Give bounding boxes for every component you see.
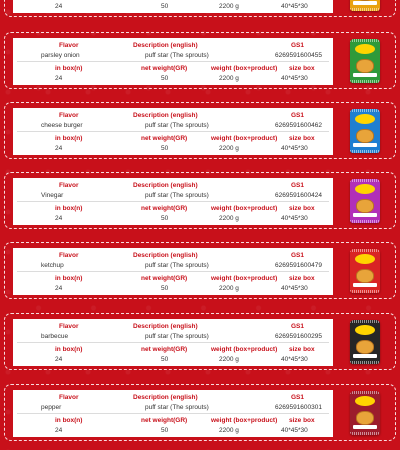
pack-crimp (350, 220, 380, 223)
packaging-values-row (13, 425, 333, 436)
weight-value: 2200 g (219, 75, 239, 82)
pack-band (353, 143, 377, 147)
in-box-value: 24 (55, 145, 63, 152)
gs1-value: 6269591600479 (275, 262, 322, 269)
flavor-header: Flavor (59, 394, 79, 401)
weight-value: 2200 g (219, 285, 239, 292)
brand-logo (355, 254, 375, 264)
product-table (13, 178, 333, 225)
pack-band (353, 213, 377, 217)
packaging-values-row (13, 283, 333, 294)
product-values-row (13, 260, 333, 271)
product-card-2 (4, 102, 396, 159)
net-weight-header: net weight(GR) (141, 346, 188, 353)
weight-header: weight (box+product) (211, 417, 278, 424)
net-weight-value: 50 (161, 3, 169, 10)
flavor-header: Flavor (59, 112, 79, 119)
in-box-value: 24 (55, 215, 63, 222)
flavor-value: parsley onion (41, 52, 80, 59)
snack-pack-image (350, 39, 380, 83)
pack-crimp (350, 150, 380, 153)
in-box-value: 24 (55, 356, 63, 363)
gs1-header: GS1 (291, 323, 305, 330)
description-value: puff star (The sprouts) (145, 52, 209, 59)
net-weight-header: net weight(GR) (141, 417, 188, 424)
gs1-header: GS1 (291, 252, 305, 259)
packaging-values-row (13, 143, 333, 154)
weight-header: weight (box+product) (211, 135, 278, 142)
row-divider (17, 61, 329, 62)
pack-crimp (350, 391, 380, 394)
snack-illustration (356, 411, 374, 425)
product-card-5 (4, 313, 396, 370)
snack-pack-image (350, 179, 380, 223)
gs1-header: GS1 (291, 112, 305, 119)
weight-value: 2200 g (219, 427, 239, 434)
in-box-header: in box(n) (55, 205, 83, 212)
weight-value: 2200 g (219, 356, 239, 363)
snack-illustration (356, 59, 374, 73)
product-table (13, 319, 333, 366)
packaging-values-row (13, 1, 333, 12)
size-value: 40*45*30 (281, 3, 308, 10)
pack-crimp (350, 8, 380, 11)
row-divider (17, 201, 329, 202)
product-table (13, 108, 333, 155)
description-value: puff star (The sprouts) (145, 333, 209, 340)
weight-header: weight (box+product) (211, 346, 278, 353)
weight-value: 2200 g (219, 215, 239, 222)
brand-logo (355, 325, 375, 335)
net-weight-header: net weight(GR) (141, 135, 188, 142)
in-box-header: in box(n) (55, 417, 83, 424)
snack-pack-image (350, 249, 380, 293)
net-weight-header: net weight(GR) (141, 205, 188, 212)
size-header: size box (289, 275, 315, 282)
product-card-3 (4, 172, 396, 229)
size-header: size box (289, 417, 315, 424)
size-header: size box (289, 346, 315, 353)
brand-logo (355, 184, 375, 194)
in-box-value: 24 (55, 75, 63, 82)
product-table (13, 38, 333, 85)
pack-crimp (350, 432, 380, 435)
product-card-4 (4, 242, 396, 299)
net-weight-value: 50 (161, 285, 169, 292)
weight-header: weight (box+product) (211, 205, 278, 212)
size-value: 40*45*30 (281, 356, 308, 363)
net-weight-header: net weight(GR) (141, 275, 188, 282)
in-box-header: in box(n) (55, 65, 83, 72)
description-value: puff star (The sprouts) (145, 262, 209, 269)
product-table (13, 390, 333, 437)
size-value: 40*45*30 (281, 427, 308, 434)
pack-crimp (350, 179, 380, 182)
pack-band (353, 283, 377, 287)
snack-illustration (356, 129, 374, 143)
in-box-value: 24 (55, 285, 63, 292)
size-header: size box (289, 135, 315, 142)
product-card-1 (4, 32, 396, 89)
flavor-header: Flavor (59, 42, 79, 49)
weight-value: 2200 g (219, 3, 239, 10)
product-values-row (13, 402, 333, 413)
gs1-value: 6269591600301 (275, 404, 322, 411)
weight-header: weight (box+product) (211, 275, 278, 282)
description-header: Description (english) (133, 182, 198, 189)
pack-band (353, 1, 377, 5)
pack-crimp (350, 249, 380, 252)
pack-crimp (350, 39, 380, 42)
weight-header: weight (box+product) (211, 65, 278, 72)
brand-logo (355, 114, 375, 124)
pack-crimp (350, 320, 380, 323)
net-weight-value: 50 (161, 356, 169, 363)
in-box-header: in box(n) (55, 346, 83, 353)
size-value: 40*45*30 (281, 215, 308, 222)
row-divider (17, 271, 329, 272)
flavor-value: barbecue (41, 333, 69, 340)
net-weight-value: 50 (161, 427, 169, 434)
description-header: Description (english) (133, 112, 198, 119)
flavor-header: Flavor (59, 182, 79, 189)
weight-value: 2200 g (219, 145, 239, 152)
size-header: size box (289, 205, 315, 212)
pack-band (353, 425, 377, 429)
description-header: Description (english) (133, 42, 198, 49)
in-box-value: 24 (55, 3, 63, 10)
description-value: puff star (The sprouts) (145, 192, 209, 199)
flavor-value: ketchup (41, 262, 64, 269)
gs1-header: GS1 (291, 394, 305, 401)
gs1-header: GS1 (291, 182, 305, 189)
gs1-value: 6269591600462 (275, 122, 322, 129)
flavor-value: Vinegar (41, 192, 64, 199)
size-header: size box (289, 65, 315, 72)
gs1-header: GS1 (291, 42, 305, 49)
snack-illustration (356, 269, 374, 283)
product-table (13, 248, 333, 295)
pack-crimp (350, 290, 380, 293)
in-box-header: in box(n) (55, 275, 83, 282)
pack-band (353, 73, 377, 77)
row-divider (17, 413, 329, 414)
size-value: 40*45*30 (281, 285, 308, 292)
gs1-value: 6269591600295 (275, 333, 322, 340)
snack-illustration (356, 340, 374, 354)
row-divider (17, 131, 329, 132)
snack-illustration (356, 199, 374, 213)
snack-pack-image (350, 0, 380, 11)
gs1-value: 6269591600424 (275, 192, 322, 199)
snack-pack-image (350, 109, 380, 153)
pack-crimp (350, 80, 380, 83)
description-value: puff star (The sprouts) (145, 122, 209, 129)
in-box-value: 24 (55, 427, 63, 434)
row-divider (17, 342, 329, 343)
description-header: Description (english) (133, 323, 198, 330)
description-value: puff star (The sprouts) (145, 404, 209, 411)
pack-crimp (350, 361, 380, 364)
flavor-header: Flavor (59, 323, 79, 330)
net-weight-header: net weight(GR) (141, 65, 188, 72)
net-weight-value: 50 (161, 215, 169, 222)
product-card-partial (4, 0, 396, 17)
flavor-value: pepper (41, 404, 62, 411)
flavor-header: Flavor (59, 252, 79, 259)
product-values-row (13, 331, 333, 342)
pack-crimp (350, 109, 380, 112)
product-values-row (13, 50, 333, 61)
pack-band (353, 354, 377, 358)
packaging-values-row (13, 354, 333, 365)
in-box-header: in box(n) (55, 135, 83, 142)
product-card-6 (4, 384, 396, 441)
description-header: Description (english) (133, 252, 198, 259)
size-value: 40*45*30 (281, 75, 308, 82)
brand-logo (355, 396, 375, 406)
snack-pack-image (350, 320, 380, 364)
gs1-value: 6269591600455 (275, 52, 322, 59)
snack-pack-image (350, 391, 380, 435)
flavor-value: cheese burger (41, 122, 83, 129)
packaging-values-row (13, 213, 333, 224)
product-table (13, 0, 333, 13)
description-header: Description (english) (133, 394, 198, 401)
packaging-values-row (13, 73, 333, 84)
net-weight-value: 50 (161, 145, 169, 152)
net-weight-value: 50 (161, 75, 169, 82)
product-values-row (13, 120, 333, 131)
size-value: 40*45*30 (281, 145, 308, 152)
product-values-row (13, 190, 333, 201)
brand-logo (355, 44, 375, 54)
